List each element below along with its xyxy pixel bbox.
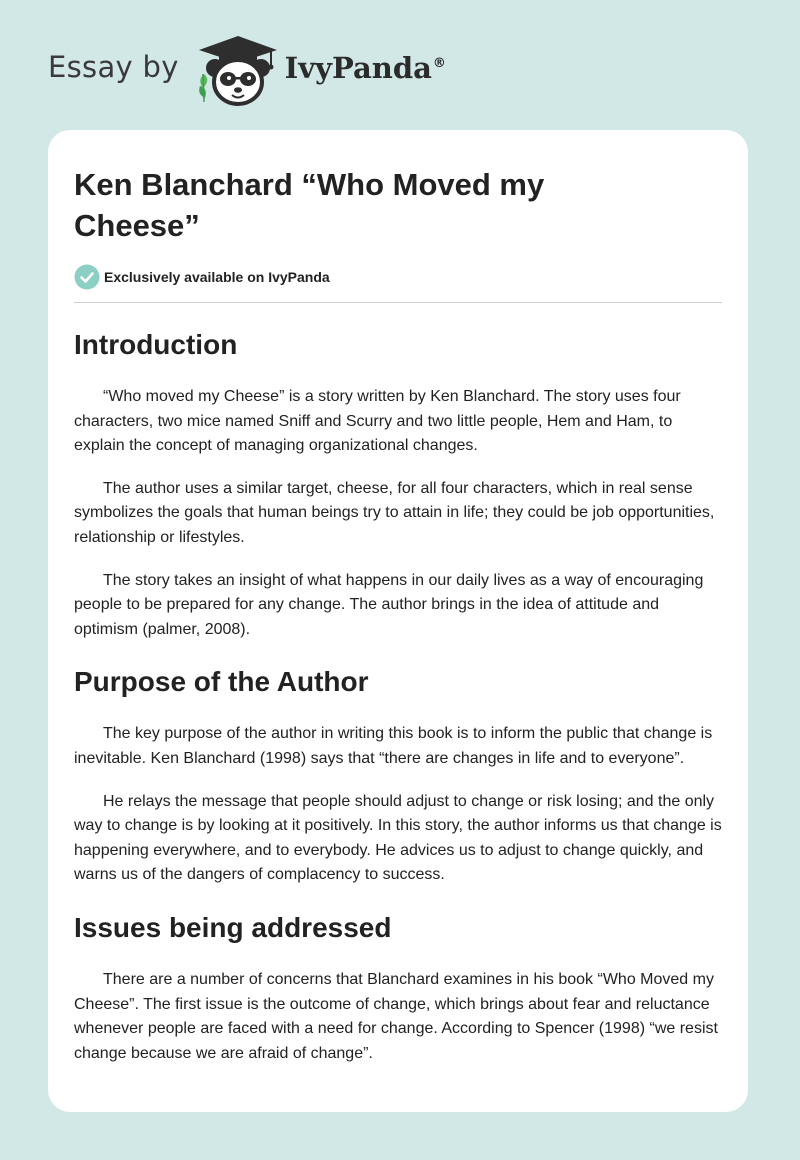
section-heading: Purpose of the Author — [74, 666, 369, 698]
paragraph: “Who moved my Cheese” is a story written by Ken Blanchard. The story uses four characters, two mice named Sniff and Scurry and two little people, Hem and Ham, to explain the concept of managing organizational changes. — [74, 388, 681, 455]
article-title: Ken Blanchard “Who Moved my Cheese” — [74, 167, 545, 243]
paragraph: The story takes an insight of what happens in our daily lives as a way of encouraging people to be prepared for any change. The author brings in the idea of attitude and optimism (palmer, 2008). — [74, 571, 704, 638]
section-purpose-of-the-author — [74, 664, 722, 888]
article-card — [48, 130, 748, 1112]
registered-mark: ® — [432, 56, 446, 72]
panda-mascot-icon — [193, 30, 283, 110]
paragraph: He relays the message that people should adjust to change or risk losing; and the only way to change is by looking at it positively. In this story, the author informs us that change is happening everywhere, and to everybody. He advices us to adjust to change quickly, and warns us of the dangers of complacency to success. — [74, 792, 722, 884]
section-issues-being-addressed — [74, 910, 722, 1066]
paragraph: The author uses a similar target, cheese, for all four characters, which in real sense symbolizes the goals that human beings try to attain in life; they could be job opportunities, relationship or lifestyles. — [74, 479, 715, 546]
paragraph: The key purpose of the author in writing this book is to inform the public that change is inevitable. Ken Blanchard (1998) says that “there are changes in life and to everyone”. — [74, 725, 713, 767]
badge-label: Exclusively available on IvyPanda — [104, 269, 330, 285]
brand-prefix: Essay by — [48, 50, 179, 84]
section-heading: Introduction — [74, 329, 238, 360]
site-brand[interactable] — [48, 30, 446, 110]
exclusive-badge — [74, 264, 722, 290]
title-divider — [74, 302, 722, 303]
checkmark-icon — [74, 264, 100, 290]
paragraph: There are a number of concerns that Blanchard examines in his book “Who Moved my Cheese”. The first issue is the outcome of change, which brings about fear and reluctance whenever people are faced with a need for change. According to Spencer (1998) “we resist change because we are afraid of change”. — [74, 970, 718, 1062]
section-introduction — [74, 327, 722, 642]
section-heading: Issues being addressed — [74, 911, 392, 943]
brand-name: IvyPanda® — [284, 51, 446, 85]
